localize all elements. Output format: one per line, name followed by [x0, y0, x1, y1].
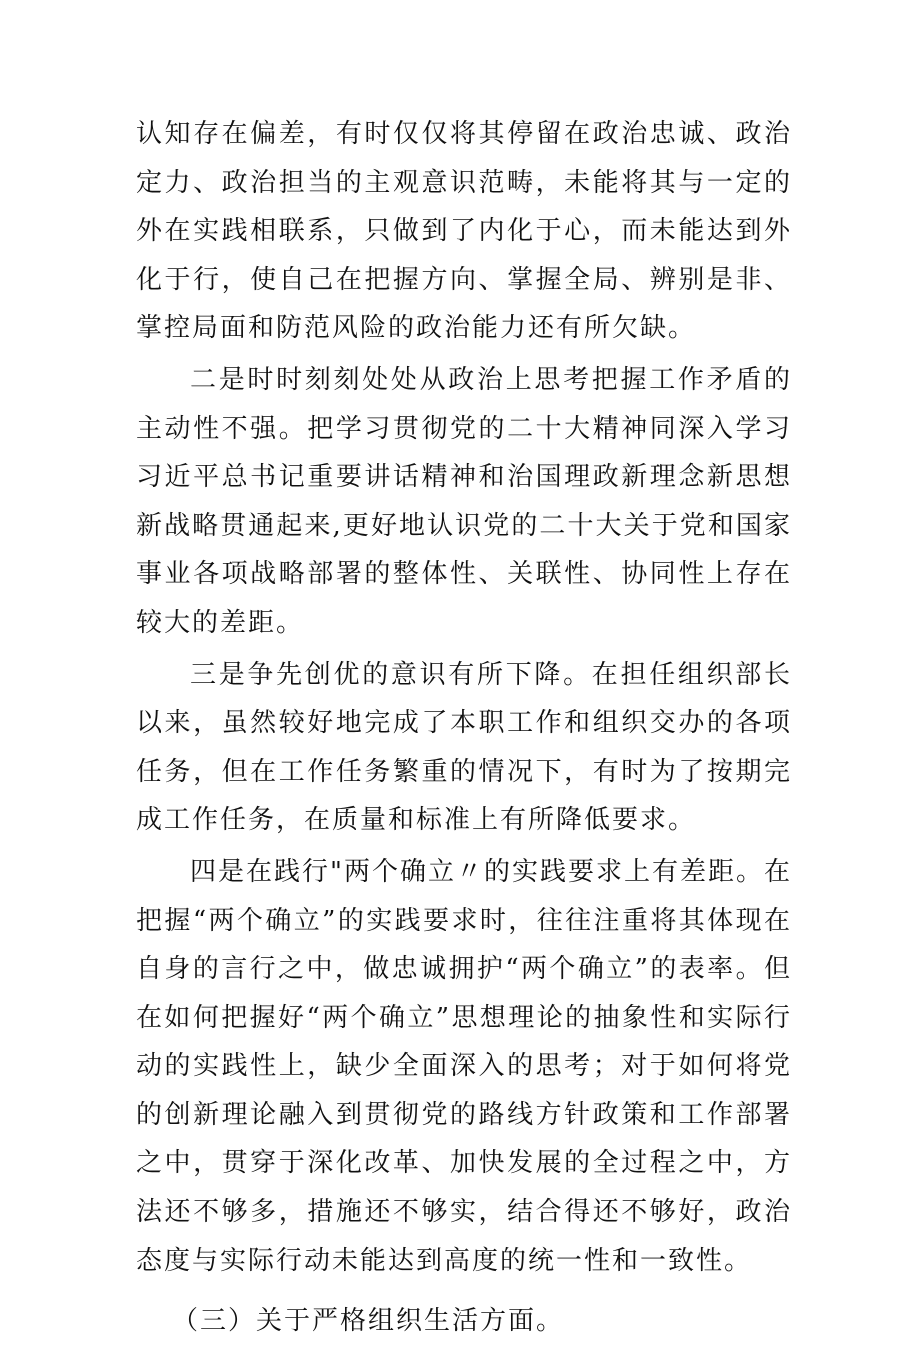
section-heading: （三）关于严格组织生活方面。: [172, 1306, 565, 1337]
paragraph-point-three: 三是争先创优的意识有所下降。在担任组织部长以来，虽然较好地完成了本职工作和组织交办的各项任务，但在工作任务繁重的情况下，有时为了按期完成工作任务，在质量和标准上有所降低要求。: [136, 659, 792, 836]
paragraph-point-four: 四是在践行"两个确立〃的实践要求上有差距。在把握“两个确立”的实践要求时，往往注重将其体现在自身的言行之中，做忠诚拥护“两个确立”的表率。但在如何把握好“两个确立”思想理论的抽象性和实际行动的实践性上，缺少全面深入的思考；对于如何将党的创新理论融入到贯彻党的路线方针政策和工作部署之中，贯穿于深化改革、加快发展的全过程之中，方法还不够多，措施还不够实，结合得还不够好，政治态度与实际行动未能达到高度的统一性和一致性。: [136, 856, 792, 1276]
paragraph-point-two: 二是时时刻刻处处从政治上思考把握工作矛盾的主动性不强。把学习贯彻党的二十大精神同深入学习习近平总书记重要讲话精神和治国理政新理念新思想新战略贯通起来,更好地认识党的二十大关于党和国家事业各项战略部署的整体性、关联性、协同性上存在较大的差距。: [136, 364, 792, 638]
paragraph-continuation: 认知存在偏差，有时仅仅将其停留在政治忠诚、政治定力、政治担当的主观意识范畴，未能将其与一定的外在实践相联系，只做到了内化于心，而未能达到外化于行，使自己在把握方向、掌握全局、辨别是非、掌控局面和防范风险的政治能力还有所欠缺。: [136, 119, 792, 344]
document-body: [136, 110, 792, 1346]
